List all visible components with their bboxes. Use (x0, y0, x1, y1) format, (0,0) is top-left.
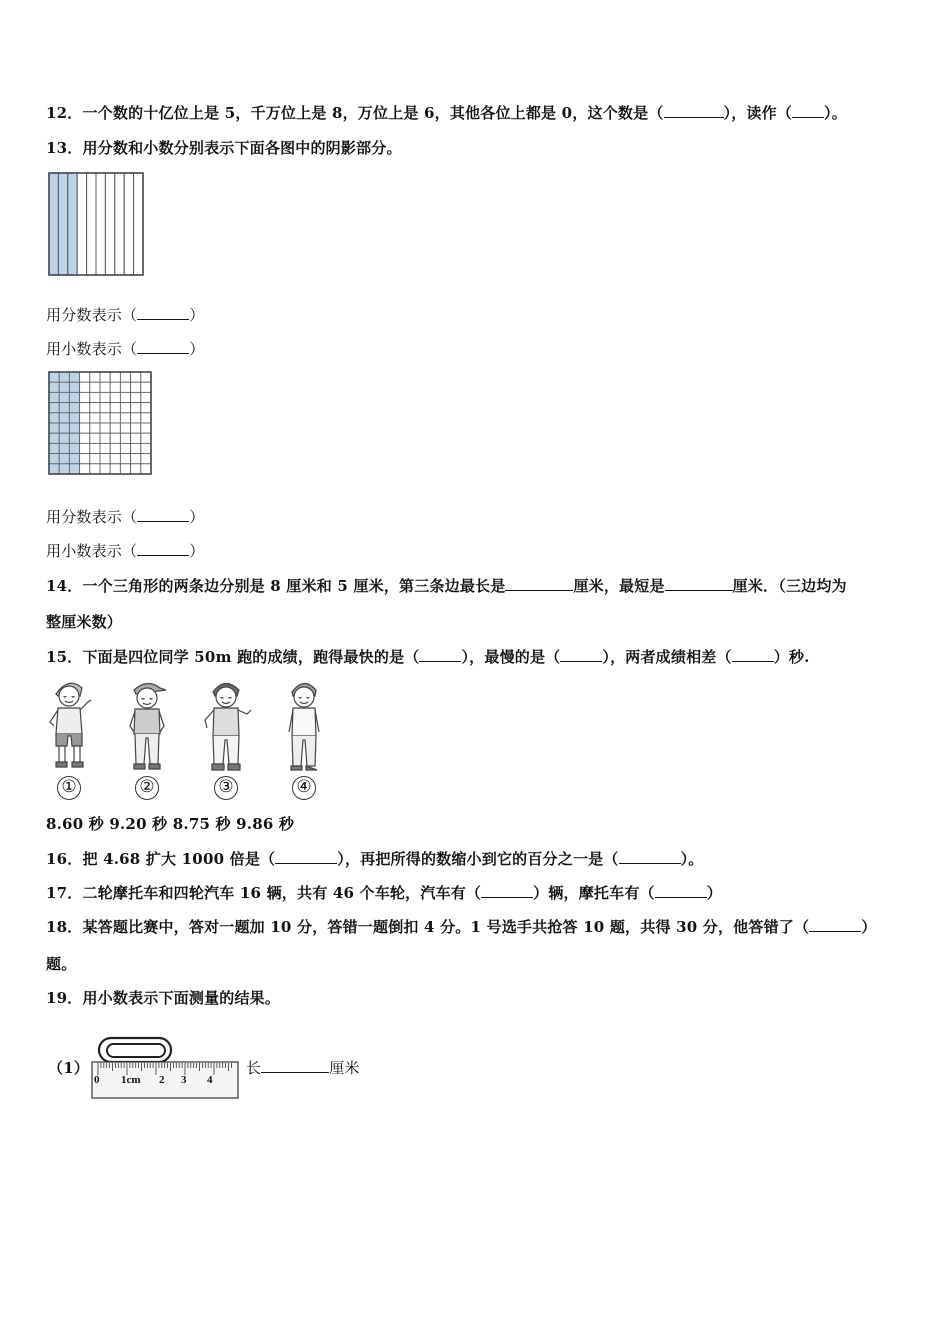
grid-cell (80, 392, 90, 402)
grid-cell (49, 403, 59, 413)
question-14-cont: 整厘米数） (46, 613, 123, 631)
grid-cell (90, 382, 100, 392)
grid-cell (90, 464, 100, 474)
grid-cell (69, 454, 79, 464)
grid-cell (110, 372, 120, 382)
grid-cell (49, 443, 59, 453)
grid-cell (59, 403, 69, 413)
grid-cell (90, 392, 100, 402)
grid-cell (49, 423, 59, 433)
boy-thumbs-up-illustration (44, 674, 94, 774)
grid-cell (100, 464, 110, 474)
answer-blank[interactable] (137, 541, 189, 556)
grid-cell (110, 392, 120, 402)
student-figure-4 (279, 674, 329, 797)
question-18: 18．某答题比赛中，答对一题加 10 分，答错一题倒扣 4 分。1 号选手共抢答 10 题，共得 30 分，他答错了（ ） (46, 918, 877, 936)
grid-cell (131, 433, 141, 443)
grid-cell (131, 443, 141, 453)
grid-cell (120, 423, 130, 433)
grid-cell (120, 403, 130, 413)
q13-fig2-decimal: 用小数表示（ ） (46, 542, 205, 560)
grid-cell (141, 423, 151, 433)
grid-cell (131, 413, 141, 423)
grid-cell (80, 423, 90, 433)
ruler-tick-3: 3 (181, 1074, 187, 1086)
answer-blank[interactable] (137, 305, 189, 320)
answer-blank[interactable] (419, 647, 461, 662)
grid-cell (110, 464, 120, 474)
question-18-cont: 题。 (46, 955, 77, 973)
grid-cell (90, 413, 100, 423)
strip-2 (58, 173, 67, 275)
question-19-title: 19．用小数表示下面测量的结果。 (46, 989, 281, 1007)
answer-blank[interactable] (137, 339, 189, 354)
strip-10 (134, 173, 143, 275)
grid-cell (59, 454, 69, 464)
answer-blank[interactable] (560, 647, 602, 662)
ruler-labels (88, 1074, 240, 1088)
grid-cell (100, 392, 110, 402)
strip-3 (68, 173, 77, 275)
grid-cell (69, 423, 79, 433)
grid-cell (80, 443, 90, 453)
grid-cell (120, 433, 130, 443)
grid-cell (120, 392, 130, 402)
grid-cell (141, 443, 151, 453)
grid-cell (131, 382, 141, 392)
grid-cell (90, 443, 100, 453)
grid-cell (59, 413, 69, 423)
question-17: 17．二轮摩托车和四轮汽车 16 辆，共有 46 个车轮，汽车有（ ）辆，摩托车有（ ） (46, 884, 722, 902)
strip-1 (49, 173, 58, 275)
grid-cell (69, 443, 79, 453)
grid-cell (80, 413, 90, 423)
answer-blank[interactable] (792, 103, 824, 118)
question-12: 12．一个数的十亿位上是 5，千万位上是 8，万位上是 6，其他各位上都是 0，这个数是（ ），读作（ ）。 (46, 104, 847, 122)
q15-times: 8.60 秒 9.20 秒 8.75 秒 9.86 秒 (46, 815, 295, 833)
grid-cell (141, 392, 151, 402)
paperclip-outer (99, 1038, 171, 1062)
grid-cell (120, 413, 130, 423)
grid-cell (49, 464, 59, 474)
grid-cell (131, 423, 141, 433)
grid-cell (59, 423, 69, 433)
grid-cell (90, 372, 100, 382)
grid-cell (131, 454, 141, 464)
grid-cell (120, 464, 130, 474)
strip-figure (47, 171, 146, 277)
answer-blank[interactable] (505, 576, 573, 591)
student-figure-3 (199, 674, 253, 797)
kid-number-4: ④ (292, 776, 316, 800)
question-14: 14．一个三角形的两条边分别是 8 厘米和 5 厘米，第三条边最长是 厘米，最短是 厘米．（三边均为 (46, 577, 847, 595)
answer-blank[interactable] (665, 576, 733, 591)
strip-7 (105, 173, 114, 275)
answer-blank[interactable] (275, 849, 337, 864)
answer-blank[interactable] (664, 103, 724, 118)
grid-cell (141, 464, 151, 474)
answer-blank[interactable] (655, 883, 707, 898)
grid-cell (141, 372, 151, 382)
grid-cell (110, 423, 120, 433)
grid-cell (100, 454, 110, 464)
grid-cell (141, 403, 151, 413)
answer-blank[interactable] (732, 647, 774, 662)
grid-figure (47, 370, 153, 476)
grid-cell (120, 382, 130, 392)
ruler-tick-0: 0 (94, 1074, 100, 1086)
grid-cell (69, 413, 79, 423)
grid-cell (110, 382, 120, 392)
ruler-tick-1: 1cm (121, 1074, 141, 1086)
grid-cell (59, 443, 69, 453)
q19-answer: 长 厘米 (246, 1059, 360, 1077)
q19-part-label: （1） (48, 1059, 90, 1077)
strip-5 (87, 173, 96, 275)
grid-cell (100, 423, 110, 433)
boy-waving-illustration (199, 674, 253, 774)
grid-cell (141, 433, 151, 443)
grid-cell (69, 382, 79, 392)
grid-cell (49, 433, 59, 443)
kid-number-3: ③ (214, 776, 238, 800)
answer-blank[interactable] (809, 917, 861, 932)
ruler-tick-2: 2 (159, 1074, 165, 1086)
boy-standing-illustration (279, 674, 329, 774)
strip-6 (96, 173, 105, 275)
grid-cell (120, 372, 130, 382)
grid-cell (131, 392, 141, 402)
grid-cell (49, 413, 59, 423)
grid-cell (100, 413, 110, 423)
q13-fig1-decimal: 用小数表示（ ） (46, 340, 205, 358)
grid-cell (100, 433, 110, 443)
grid-cell (90, 454, 100, 464)
grid-cell (100, 403, 110, 413)
boy-cap-illustration (122, 674, 172, 774)
grid-cell (59, 382, 69, 392)
answer-blank[interactable] (137, 507, 189, 522)
answer-blank[interactable] (481, 883, 533, 898)
grid-cell (59, 372, 69, 382)
grid-cell (100, 443, 110, 453)
grid-cell (141, 413, 151, 423)
grid-cell (110, 413, 120, 423)
student-figure-1 (44, 674, 94, 797)
answer-blank[interactable] (619, 849, 681, 864)
grid-cell (59, 433, 69, 443)
grid-cell (49, 454, 59, 464)
grid-cell (110, 433, 120, 443)
grid-cell (80, 372, 90, 382)
grid-cell (80, 433, 90, 443)
grid-cell (49, 372, 59, 382)
grid-cell (80, 382, 90, 392)
ruler-tick-4: 4 (207, 1074, 213, 1086)
grid-cell (80, 464, 90, 474)
grid-cell (131, 372, 141, 382)
grid-cell (131, 464, 141, 474)
grid-cell (100, 372, 110, 382)
grid-cell (141, 454, 151, 464)
question-16: 16．把 4.68 扩大 1000 倍是（ ），再把所得的数缩小到它的百分之一是（ ）。 (46, 850, 704, 868)
strip-4 (77, 173, 86, 275)
grid-cell (69, 392, 79, 402)
grid-cell (141, 382, 151, 392)
strip-8 (115, 173, 124, 275)
grid-cell (59, 464, 69, 474)
grid-cell (131, 403, 141, 413)
q13-fig2-fraction: 用分数表示（ ） (46, 508, 205, 526)
grid-cell (90, 403, 100, 413)
grid-cell (110, 454, 120, 464)
q13-fig1-fraction: 用分数表示（ ） (46, 306, 205, 324)
question-15: 15．下面是四位同学 50m 跑的成绩，跑得最快的是（ ），最慢的是（ ），两者成绩相差（ ）秒. (46, 648, 810, 666)
grid-cell (69, 372, 79, 382)
grid-cell (120, 454, 130, 464)
grid-cell (49, 382, 59, 392)
grid-cell (80, 403, 90, 413)
grid-cell (110, 403, 120, 413)
answer-blank[interactable] (261, 1058, 329, 1073)
grid-cell (80, 454, 90, 464)
grid-cell (69, 433, 79, 443)
kid-number-1: ① (57, 776, 81, 800)
strip-9 (124, 173, 133, 275)
grid-cell (90, 433, 100, 443)
grid-cell (90, 423, 100, 433)
grid-cell (49, 392, 59, 402)
grid-cell (120, 443, 130, 453)
grid-cell (69, 464, 79, 474)
student-figure-2 (122, 674, 172, 797)
question-13-title: 13．用分数和小数分别表示下面各图中的阴影部分。 (46, 139, 402, 157)
grid-cell (110, 443, 120, 453)
kid-number-2: ② (135, 776, 159, 800)
grid-cell (69, 403, 79, 413)
grid-cell (100, 382, 110, 392)
grid-cell (59, 392, 69, 402)
ruler-with-paperclip (88, 1036, 240, 1100)
